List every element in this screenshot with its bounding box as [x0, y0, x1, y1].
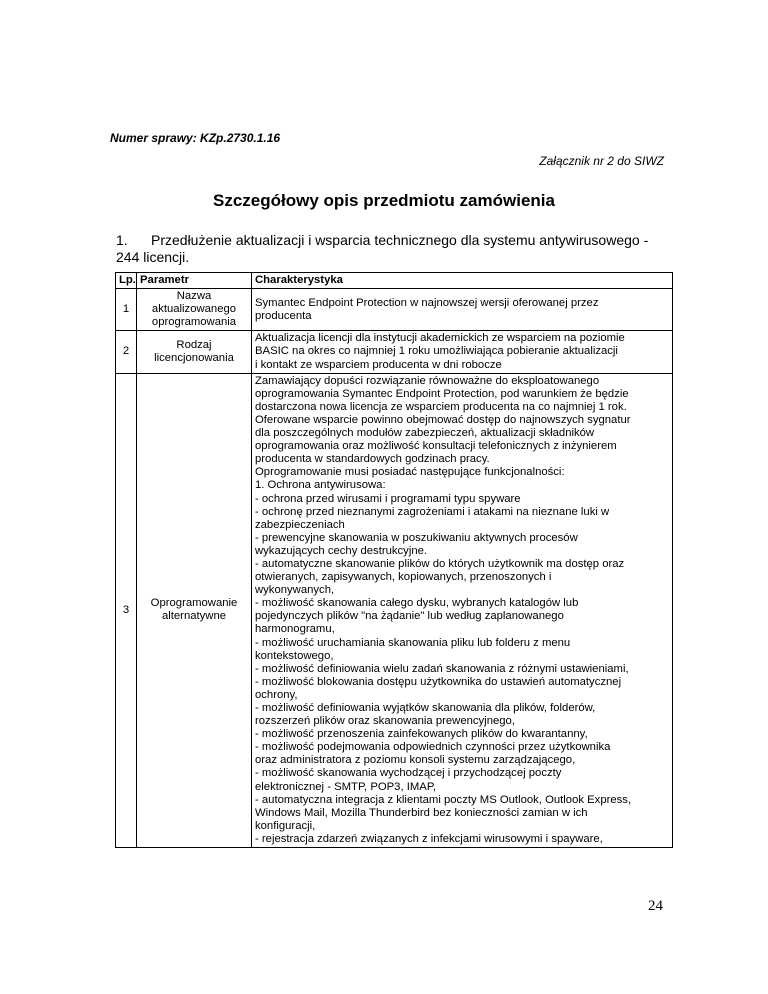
page-number: 24 [648, 898, 663, 914]
characteristic-line: konfiguracji, [255, 819, 316, 832]
characteristic-line: dostarczona nowa licencja ze wsparciem producenta na co najmniej 1 rok. [255, 400, 627, 413]
characteristic-line: oprogramowania Symantec Endpoint Protection, pod warunkiem że będzie [255, 387, 629, 400]
characteristic-line: wykonywanych, [255, 584, 335, 597]
characteristic-line: - automatyczna integracja z klientami poczty MS Outlook, Outlook Express, [255, 793, 632, 806]
table-row [116, 373, 673, 847]
row-number: 2 [116, 331, 137, 373]
characteristic-line: - prewencyjne skanowania w poszukiwaniu aktywnych procesów [255, 531, 578, 544]
characteristic-line: ochrony, [255, 688, 298, 701]
table-row [116, 289, 673, 331]
characteristic-line: oprogramowania oraz możliwość konsultacji telefonicznych z inżynierem [255, 440, 617, 453]
characteristic-line: 1. Ochrona antywirusowa: [255, 479, 386, 492]
row-characteristic [252, 289, 673, 331]
row-parameter [137, 331, 252, 373]
section-text: Przedłużenie aktualizacji i wsparcia technicznego dla systemu antywirusowego - [151, 232, 649, 248]
row-characteristic [252, 373, 673, 847]
row-parameter [137, 373, 252, 847]
parameter-line: aktualizowanego [151, 303, 237, 316]
row-number: 1 [116, 289, 137, 331]
characteristic-line: Windows Mail, Mozilla Thunderbird bez konieczności zamian w ich [255, 806, 588, 819]
section-number: 1. [116, 232, 128, 248]
characteristic-line: pojedynczych plików "na żądanie" lub według zaplanowanego [255, 610, 564, 623]
table-header-row [116, 273, 673, 289]
characteristic-line: Zamawiający dopuści rozwiązanie równoważne do eksploatowanego [255, 374, 600, 387]
parameter-line: Nazwa [176, 290, 212, 303]
spec-table [115, 272, 673, 848]
parameter-line: oprogramowania [151, 316, 237, 329]
characteristic-line: - możliwość definiowania wyjątków skanowania dla plików, folderów, [255, 702, 596, 714]
characteristic-line: i kontakt ze wsparciem producenta w dni robocze [255, 358, 502, 371]
header-char: Charakterystyka [252, 273, 673, 289]
characteristic-line: zabezpieczeniach [255, 518, 345, 531]
page-title: Szczegółowy opis przedmiotu zamówienia [213, 191, 555, 210]
row-number: 3 [116, 373, 137, 847]
characteristic-line: dla poszczególnych modułów zabezpieczeń, aktualizacji składników [255, 427, 595, 440]
characteristic-line: - ochronę przed nieznanymi zagrożeniami i atakami na nieznane luki w [255, 505, 610, 518]
characteristic-line: - rejestracja zdarzeń związanych z infekcjami wirusowymi i spayware, [255, 832, 603, 845]
parameter-line: licencjonowania [154, 352, 234, 365]
section-text-cont: 244 licencji. [116, 249, 190, 265]
characteristic-line: wykazujących cechy destrukcyjne. [255, 544, 428, 557]
characteristic-line: Oferowane wsparcie powinno obejmować dostęp do najnowszych sygnatur [255, 413, 631, 426]
characteristic-line: - możliwość skanowania całego dysku, wybranych katalogów lub [255, 597, 579, 610]
characteristic-line: - możliwość definiowania wielu zadań skanowania z różnymi ustawieniami, [255, 662, 629, 675]
characteristic-line: producenta w standardowych godzinach pracy. [255, 453, 490, 466]
parameter-line: Rodzaj [176, 338, 212, 351]
characteristic-line: - możliwość podejmowania odpowiednich czynności przez użytkownika [255, 741, 611, 754]
characteristic-line: rozszerzeń plików oraz skanowania prewencyjnego, [255, 715, 515, 728]
header-lp: Lp. [116, 273, 137, 289]
characteristic-line: - możliwość skanowania wychodzącej i przychodzącej poczty [255, 767, 562, 780]
characteristic-line: - automatyczne skanowanie plików do których użytkownik ma dostęp oraz [255, 557, 625, 570]
parameter-line: Oprogramowanie [150, 597, 238, 610]
characteristic-line: kontekstowego, [255, 649, 334, 662]
attachment-label: Załącznik nr 2 do SIWZ [539, 154, 664, 168]
parameter-line: alternatywne [161, 610, 227, 623]
characteristic-line: - ochrona przed wirusami i programami typu spyware [255, 492, 521, 505]
header-param: Parametr [137, 273, 252, 289]
case-number: Numer sprawy: KZp.2730.1.16 [110, 131, 281, 145]
characteristic-line: harmonogramu, [255, 623, 335, 636]
characteristic-line: BASIC na okres co najmniej 1 roku umożliwiająca pobieranie aktualizacji [255, 345, 618, 358]
characteristic-line: elektronicznej - SMTP, POP3, IMAP, [255, 780, 437, 793]
characteristic-line: otwieranych, zapisywanych, kopiowanych, przenoszonych i [255, 571, 552, 584]
characteristic-line: - możliwość przenoszenia zainfekowanych plików do kwarantanny, [255, 728, 588, 741]
characteristic-line: producenta [255, 309, 312, 322]
characteristic-line: - możliwość uruchamiania skanowania pliku lub folderu z menu [255, 636, 571, 649]
characteristic-line: Oprogramowanie musi posiadać następujące funkcjonalności: [255, 466, 565, 479]
characteristic-line: Symantec Endpoint Protection w najnowszej wersji oferowanej przez [255, 296, 599, 309]
row-parameter [137, 289, 252, 331]
section-heading [116, 232, 676, 266]
table-row [116, 331, 673, 373]
characteristic-line: Aktualizacja licencji dla instytucji akademickich ze wsparciem na poziomie [255, 332, 625, 345]
row-characteristic [252, 331, 673, 373]
characteristic-line: - możliwość blokowania dostępu użytkownika do ustawień automatycznej [255, 675, 622, 688]
characteristic-line: oraz administratora z poziomu konsoli systemu zarządzającego, [255, 754, 576, 767]
